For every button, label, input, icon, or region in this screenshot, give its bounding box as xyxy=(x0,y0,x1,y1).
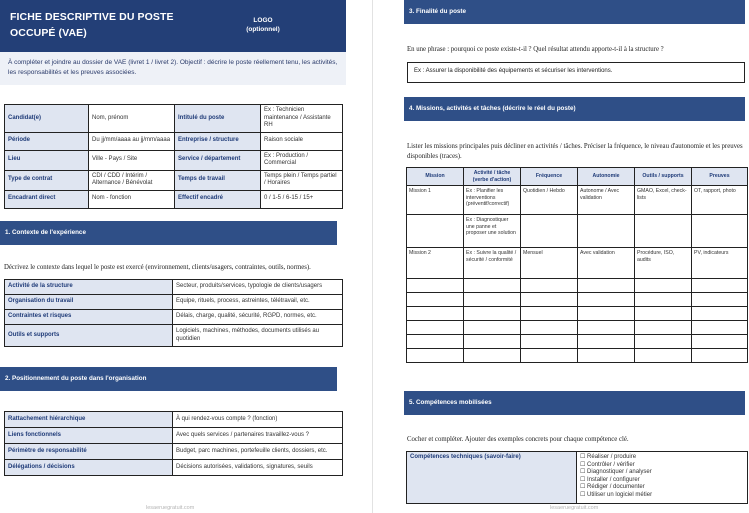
mission-cell[interactable] xyxy=(407,279,464,293)
mission-row xyxy=(407,349,748,363)
mission-cell[interactable]: Quotidien / Hebdo xyxy=(521,186,578,215)
mission-cell[interactable] xyxy=(635,215,692,248)
column-header: Outils / supports xyxy=(635,168,692,186)
mission-cell[interactable] xyxy=(464,321,521,335)
row-value[interactable]: Avec quels services / partenaires travaillez-vous ? xyxy=(173,428,343,444)
row-value[interactable]: Délais, charge, qualité, sécurité, RGPD, normes, etc. xyxy=(173,310,343,325)
logo-label: LOGO xyxy=(253,17,273,24)
identity-label: Candidat(e) xyxy=(5,105,89,133)
mission-cell[interactable] xyxy=(635,307,692,321)
section-3-header: 3. Finalité du poste xyxy=(404,0,745,24)
mission-cell[interactable]: PV, indicateurs xyxy=(692,248,748,279)
mission-cell[interactable] xyxy=(407,349,464,363)
page-divider xyxy=(372,0,373,513)
logo-placeholder xyxy=(233,16,293,34)
competence-checkbox[interactable]: ☐ Utiliser un logiciel métier xyxy=(580,491,653,498)
positioning-table xyxy=(4,411,343,476)
section-3-prompt: En une phrase : pourquoi ce poste existe-t-il ? Quel résultat attendu apporte-t-il à la structure ? xyxy=(407,46,664,53)
mission-row xyxy=(407,293,748,307)
mission-cell[interactable] xyxy=(407,335,464,349)
title-line-1: FICHE DESCRIPTIVE DU POSTE xyxy=(10,11,174,23)
mission-cell[interactable] xyxy=(521,215,578,248)
identity-label: Type de contrat xyxy=(5,170,89,190)
mission-cell[interactable] xyxy=(635,349,692,363)
mission-cell[interactable] xyxy=(407,321,464,335)
mission-cell[interactable] xyxy=(521,307,578,321)
row-label: Liens fonctionnels xyxy=(5,428,173,444)
section-5-prompt: Cocher et compléter. Ajouter des exemples concrets pour chaque compétence clé. xyxy=(407,436,629,443)
row-value[interactable]: Budget, parc machines, portefeuille clients, dossiers, etc. xyxy=(173,444,343,460)
identity-value[interactable]: Nom, prénom xyxy=(89,105,175,133)
table-row xyxy=(5,412,343,428)
table-row xyxy=(5,325,343,347)
mission-cell[interactable] xyxy=(521,279,578,293)
mission-cell[interactable] xyxy=(521,335,578,349)
section-5-header: 5. Compétences mobilisées xyxy=(404,391,745,415)
identity-label: Intitulé du poste xyxy=(175,105,261,133)
missions-table xyxy=(406,167,748,363)
page-left xyxy=(0,0,346,513)
mission-row xyxy=(407,307,748,321)
mission-cell[interactable]: Mission 2 xyxy=(407,248,464,279)
section-4-prompt: Lister les missions principales puis décliner en activités / tâches. Préciser la fréquence, le niveau d'autonomie et les preuves disponibles (traces). xyxy=(407,143,743,160)
mission-cell[interactable] xyxy=(407,293,464,307)
mission-cell[interactable]: Mensuel xyxy=(521,248,578,279)
identity-label: Encadrant direct xyxy=(5,190,89,208)
header-banner xyxy=(0,0,346,52)
identity-value[interactable]: Du jj/mm/aaaa au jj/mm/aaaa xyxy=(89,132,175,150)
mission-cell[interactable] xyxy=(692,349,748,363)
mission-cell[interactable]: Procédure, ISO, audits xyxy=(635,248,692,279)
mission-row xyxy=(407,215,748,248)
mission-cell[interactable] xyxy=(464,293,521,307)
section-4-header: 4. Missions, activités et tâches (décrire le réel du poste) xyxy=(404,97,745,121)
row-value[interactable]: Equipe, rituels, process, astreintes, télétravail, etc. xyxy=(173,295,343,310)
mission-cell[interactable]: Ex : Diagnostiquer une panne et proposer une solution xyxy=(464,215,521,248)
mission-cell[interactable] xyxy=(578,215,635,248)
title-line-2: OCCUPÉ (VAE) xyxy=(10,27,87,39)
identity-value[interactable]: CDI / CDD / Intérim / Alternance / Bénévolat xyxy=(89,170,175,190)
identity-row xyxy=(5,190,343,208)
mission-cell[interactable] xyxy=(521,321,578,335)
identity-value[interactable]: Nom - fonction xyxy=(89,190,175,208)
table-row xyxy=(5,310,343,325)
identity-row xyxy=(5,170,343,190)
mission-row xyxy=(407,186,748,215)
mission-cell[interactable]: Ex : Suivre la qualité / sécurité / conformité xyxy=(464,248,521,279)
mission-cell[interactable] xyxy=(692,321,748,335)
mission-cell[interactable] xyxy=(464,279,521,293)
competence-checkbox[interactable]: ☐ Contrôler / vérifier xyxy=(580,461,635,468)
competence-checkbox[interactable]: ☐ Installer / configurer xyxy=(580,476,640,483)
section-1-header: 1. Contexte de l'expérience xyxy=(0,221,337,245)
mission-cell[interactable] xyxy=(692,215,748,248)
identity-label: Effectif encadré xyxy=(175,190,261,208)
table-row xyxy=(5,444,343,460)
competences-table xyxy=(406,451,748,504)
column-header: Activité / tâche (verbe d'action) xyxy=(464,168,521,186)
section-2-header: 2. Positionnement du poste dans l'organisation xyxy=(0,367,337,391)
table-row xyxy=(5,460,343,476)
row-value[interactable]: Décisions autorisées, validations, signatures, seuils xyxy=(173,460,343,476)
mission-cell[interactable]: OT, rapport, photo xyxy=(692,186,748,215)
mission-cell[interactable] xyxy=(692,279,748,293)
row-value[interactable]: Secteur, produits/services, typologie de clients/usagers xyxy=(173,280,343,295)
mission-cell[interactable]: GMAO, Excel, check-lists xyxy=(635,186,692,215)
mission-cell[interactable] xyxy=(635,293,692,307)
row-value[interactable]: Logiciels, machines, méthodes, documents utilisés au quotidien xyxy=(173,325,343,347)
identity-label: Entreprise / structure xyxy=(175,132,261,150)
row-value[interactable]: À qui rendez-vous compte ? (fonction) xyxy=(173,412,343,428)
mission-cell[interactable] xyxy=(407,215,464,248)
table-row xyxy=(5,428,343,444)
table-row xyxy=(5,280,343,295)
identity-value[interactable]: Ex : Technicien maintenance / Assistante RH xyxy=(261,105,343,133)
table-row xyxy=(5,295,343,310)
mission-cell[interactable]: Autonome / Avec validation xyxy=(578,186,635,215)
identity-label: Période xyxy=(5,132,89,150)
logo-note: (optionnel) xyxy=(246,26,280,33)
identity-row xyxy=(5,105,343,133)
mission-cell[interactable] xyxy=(635,321,692,335)
column-header: Fréquence xyxy=(521,168,578,186)
row-label: Périmètre de responsabilité xyxy=(5,444,173,460)
identity-table xyxy=(4,104,343,209)
mission-cell[interactable] xyxy=(407,307,464,321)
row-label: Délégations / décisions xyxy=(5,460,173,476)
row-label: Organisation du travail xyxy=(5,295,173,310)
mission-cell[interactable] xyxy=(521,293,578,307)
mission-cell[interactable] xyxy=(464,349,521,363)
competence-checkbox[interactable]: ☐ Réaliser / produire xyxy=(580,454,637,460)
identity-label: Lieu xyxy=(5,150,89,170)
row-label: Rattachement hiérarchique xyxy=(5,412,173,428)
mission-cell[interactable] xyxy=(692,335,748,349)
watermark-right: lesaeruegratuit.com xyxy=(550,505,599,511)
mission-cell[interactable] xyxy=(578,349,635,363)
mission-cell[interactable] xyxy=(578,307,635,321)
mission-cell[interactable] xyxy=(635,335,692,349)
identity-value[interactable]: Ville - Pays / Site xyxy=(89,150,175,170)
mission-cell[interactable]: Mission 1 xyxy=(407,186,464,215)
column-header: Preuves xyxy=(692,168,748,186)
identity-label: Temps de travail xyxy=(175,170,261,190)
watermark-left: lesaeruegratuit.com xyxy=(146,505,195,511)
identity-label: Service / département xyxy=(175,150,261,170)
column-header: Mission xyxy=(407,168,464,186)
row-label: Contraintes et risques xyxy=(5,310,173,325)
mission-cell[interactable] xyxy=(464,335,521,349)
mission-row xyxy=(407,335,748,349)
section-3-example: Ex : Assurer la disponibilité des équipements et sécuriser les interventions. xyxy=(414,68,613,74)
mission-cell[interactable] xyxy=(464,307,521,321)
mission-cell[interactable]: Ex : Planifier les interventions (préventif/correctif) xyxy=(464,186,521,215)
mission-cell[interactable] xyxy=(578,321,635,335)
identity-row xyxy=(5,150,343,170)
mission-row xyxy=(407,248,748,279)
mission-row xyxy=(407,321,748,335)
mission-cell[interactable] xyxy=(635,279,692,293)
section-3-answer-box[interactable] xyxy=(407,62,745,83)
mission-cell[interactable] xyxy=(692,307,748,321)
document-title xyxy=(10,9,174,41)
column-header: Autonomie xyxy=(578,168,635,186)
identity-value[interactable]: Ex : Production / Commercial xyxy=(261,150,343,170)
mission-cell[interactable] xyxy=(692,293,748,307)
competence-checkbox[interactable]: ☐ Rédiger / documenter xyxy=(580,484,645,490)
mission-cell[interactable] xyxy=(521,349,578,363)
competence-checkbox[interactable]: ☐ Diagnostiquer / analyser xyxy=(580,469,652,475)
identity-value[interactable]: Raison sociale xyxy=(261,132,343,150)
intro-note: À compléter et joindre au dossier de VAE (livret 1 / livret 2). Objectif : décrire le poste réellement tenu, les activités, les responsabilités et les preuves associées. xyxy=(0,52,346,85)
context-table xyxy=(4,279,343,347)
page-right xyxy=(397,0,749,513)
identity-row xyxy=(5,132,343,150)
mission-row xyxy=(407,279,748,293)
section-1-prompt: Décrivez le contexte dans lequel le poste est exercé (environnement, clients/usagers, contraintes, outils, normes). xyxy=(4,264,311,271)
mission-cell[interactable] xyxy=(578,279,635,293)
identity-value[interactable]: Temps plein / Temps partiel / Horaires xyxy=(261,170,343,190)
row-label: Activité de la structure xyxy=(5,280,173,295)
competences-checklist[interactable] xyxy=(577,452,748,504)
competences-label: Compétences techniques (savoir-faire) xyxy=(407,452,577,504)
identity-value[interactable]: 0 / 1-5 / 6-15 / 15+ xyxy=(261,190,343,208)
mission-cell[interactable] xyxy=(578,335,635,349)
row-label: Outils et supports xyxy=(5,325,173,347)
mission-cell[interactable]: Avec validation xyxy=(578,248,635,279)
mission-cell[interactable] xyxy=(578,293,635,307)
